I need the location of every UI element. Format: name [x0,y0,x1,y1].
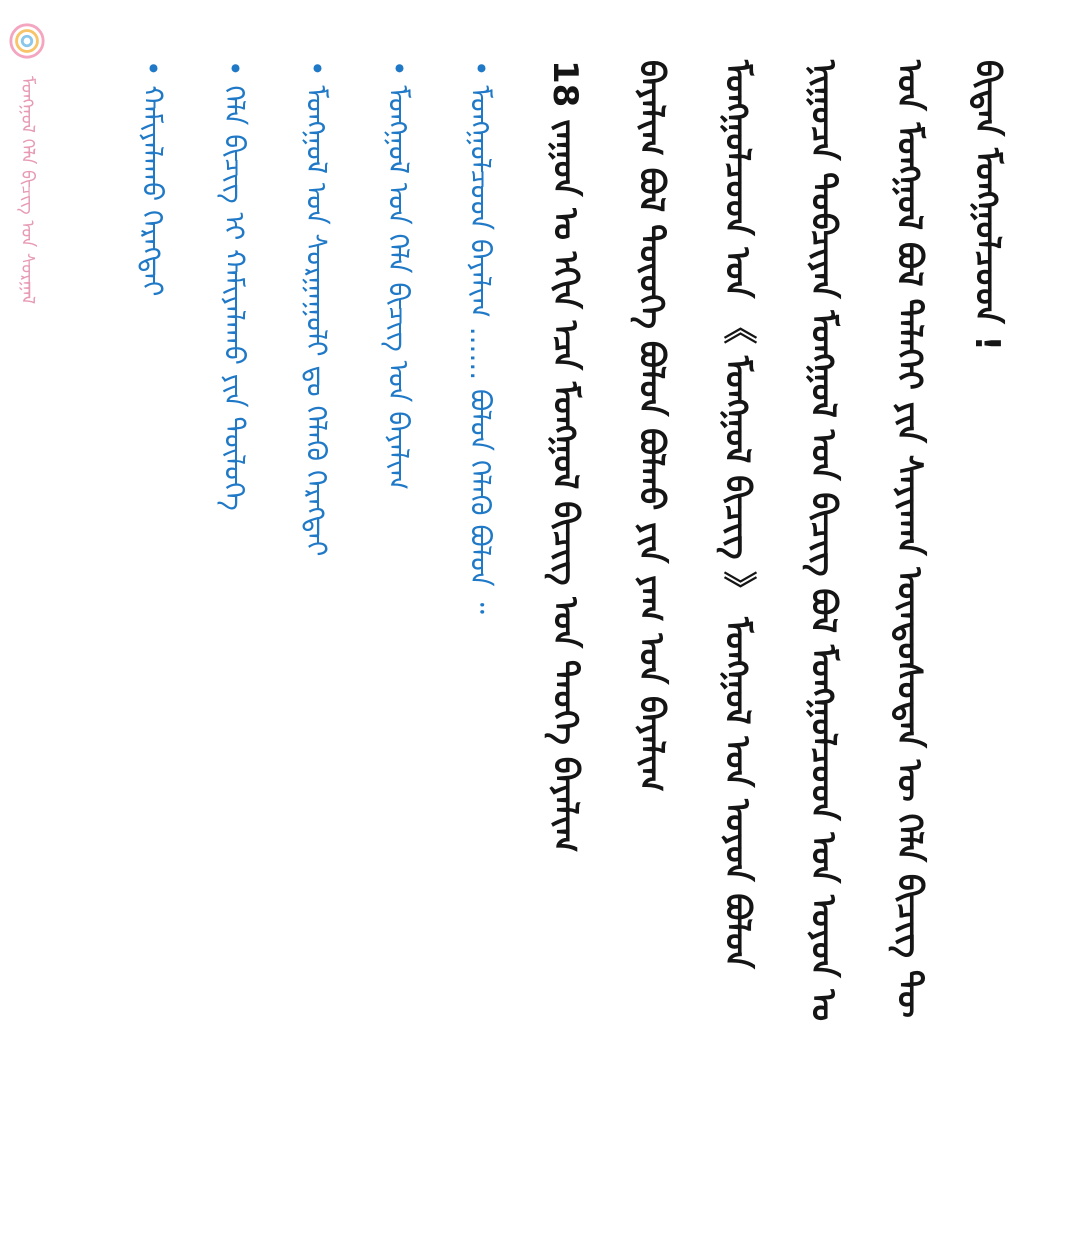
blue-line: • ᠮᠣᠩᠭᠣᠯ ᠤᠨ ᠬᠡᠯᠡ ᠪᠢᠴᠢᠭ ᠤᠨ ᠪᠠᠶᠠᠯᠢᠭ [382,60,415,491]
blue-line: • ᠬᠠᠮᠢᠶᠠᠯᠠᠬᠤ ᠬᠡᠷᠡᠭᠲᠡᠢ [136,60,169,297]
spiral-logo-icon [8,22,46,60]
blue-line: • ᠮᠣᠩᠭᠣᠯ ᠤᠨ ᠰᠤᠷᠭᠠᠭᠤᠯᠢ ᠳᠤ ᠬᠡᠯᠡᠬᠦ ᠬᠡᠷᠡᠭᠲᠡᠢ [300,60,333,557]
body-line: ᠮᠣᠩᠭᠣᠯᠴᠤᠳ ᠤᠨ 《 ᠮᠣᠩᠭᠣᠯ ᠪᠢᠴᠢᠭ 》 ᠮᠣᠩᠭᠣᠯ ᠤᠨ ᠣᠶᠤᠨ ᠪᠣᠯᠤᠨ [717,60,757,969]
blue-line: • ᠮᠣᠩᠭᠣᠯᠴᠤᠳ ᠪᠠᠶᠠᠯᠢᠭ ...... ᠪᠣᠯᠤᠨ ᠬᠡᠯᠡᠬᠦ ᠪᠣᠯᠤᠨ ᠃ [464,60,497,614]
body-line: ᠤᠨ ᠮᠣᠩᠭᠣᠯ ᠪᠣᠯ ᠳᠡᠯᠡᠬᠡᠢ ᠶᠢᠨ ᠰᠠᠶᠢᠬᠠᠨ ᠦᠨᠳᠦᠰᠦᠲᠡᠨ ᠦ ᠬᠡᠯᠡ ᠪᠢᠴᠢᠭ ᠲᠦ [889,60,929,1018]
heading-line: ᠪᠢᠳᠡᠨ ᠮᠣᠩᠭᠣᠯᠴᠤᠳ ! [967,60,1007,352]
body-line: ᠪᠠᠶᠠᠯᠢᠭ ᠪᠣᠯ ᠲᠦᠦᠬᠡ ᠪᠣᠯᠤᠨ ᠪᠣᠯᠬᠤ ᠶᠢᠨ ᠶᠠᠭ ᠤᠨ ᠪᠠᠶᠠᠯᠢᠭ [631,60,671,792]
watermark-caption: ᠮᠣᠩᠭᠣᠯ ᠬᠡᠯᠡ ᠪᠢᠴᠢᠭ ᠤᠨ ᠰᠤᠷᠭᠠᠯ [17,76,38,305]
body-line: ᠨᠢᠭᠤᠴᠠ ᠲᠣᠪᠴᠢᠶᠠᠨ ᠮᠣᠩᠭᠣᠯ ᠤᠨ ᠪᠢᠴᠢᠭ ᠪᠣᠯ ᠮᠣᠩᠭᠣᠯᠴᠤᠳ ᠤᠨ ᠣᠶᠤᠨ ᠤ [803,60,843,1022]
blue-line: • ᠬᠡᠯᠡ ᠪᠢᠴᠢᠭ ᠢ ᠬᠠᠮᠢᠶᠠᠯᠠᠬᠤ ᠶᠢᠨ ᠲᠥᠯᠥᠭᠡ [218,60,251,511]
body-line: 18 ᠵᠠᠭᠤᠨ ᠤ ᠡᠬᠢᠨ ᠡᠴᠡ ᠮᠣᠩᠭᠣᠯ ᠪᠢᠴᠢᠭ ᠤᠨ ᠲᠡᠦᠬᠡ ᠪᠠᠶᠠᠯᠢᠭ [545,60,585,853]
